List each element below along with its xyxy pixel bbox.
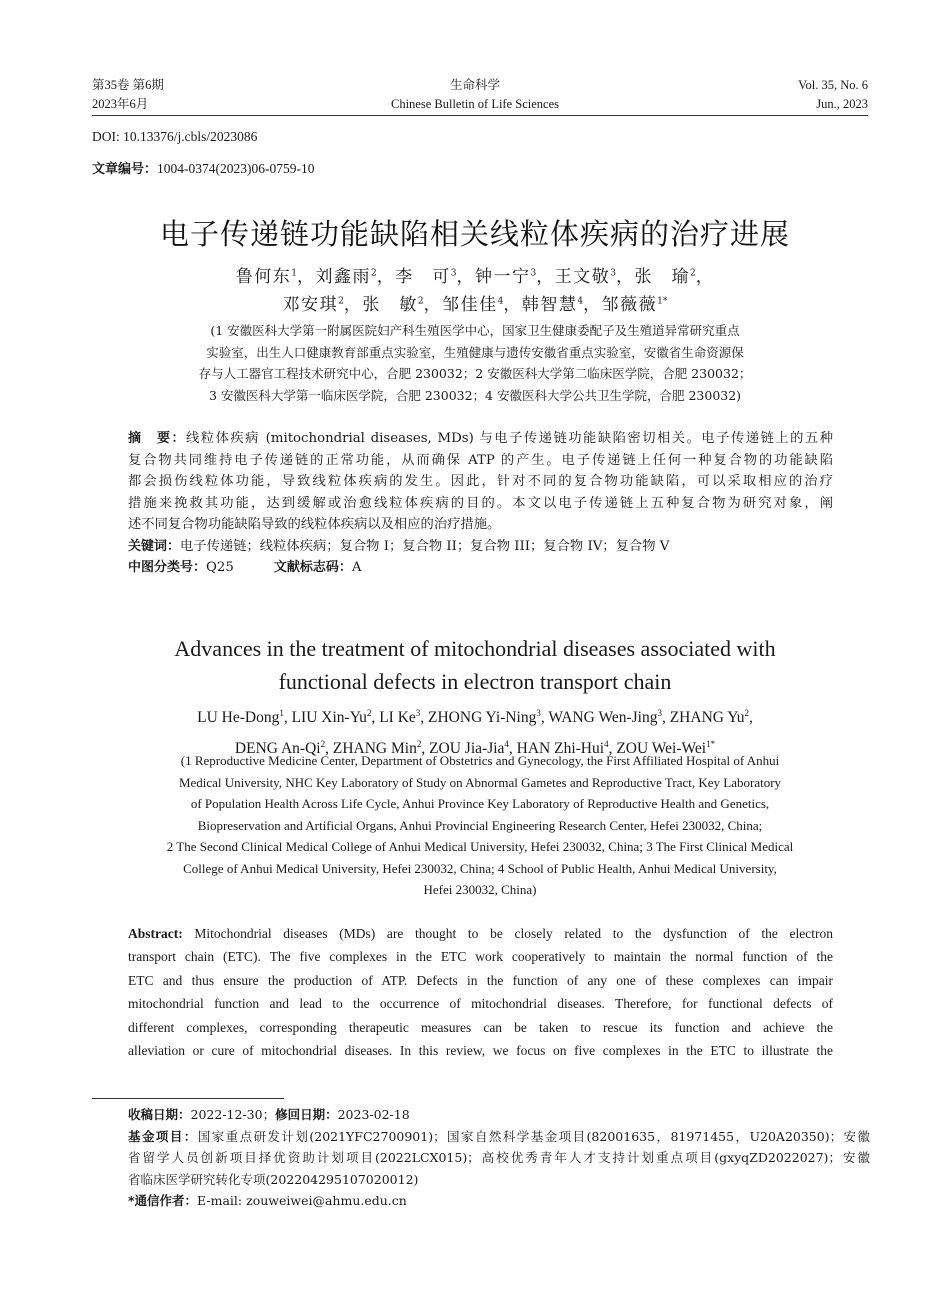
en-affiliation-line: Hefei 230032, China)	[423, 882, 537, 897]
author-name: 钟一宁	[475, 267, 531, 287]
revised-label: 修回日期：	[275, 1107, 338, 1122]
author-separator: ，	[376, 267, 396, 287]
doc-code-value: A	[351, 560, 362, 575]
author-affiliation-mark: 2	[320, 739, 326, 750]
author-name: 邹佳佳	[442, 295, 498, 315]
author-name: 王文敬	[554, 267, 611, 287]
corr-email: E-mail: zouweiwei@ahmu.edu.cn	[197, 1193, 407, 1208]
author-separator: ,	[661, 709, 670, 727]
zh-title: 电子传递链功能缺陷相关线粒体疾病的治疗进展	[159, 217, 790, 251]
en-title	[0, 632, 950, 698]
author-affiliation-mark: 1*	[657, 296, 668, 307]
header-date: 2023年6月	[92, 97, 149, 111]
author-name: ZOU Wei-Wei	[616, 740, 707, 758]
clc-value: Q25	[206, 560, 234, 575]
zh-affiliation-line: 3 安徽医科大学第一临床医学院，合肥 230032；4 安徽医科大学公共卫生学院，合肥 230032)	[208, 387, 742, 403]
en-affiliation-line: Biopreservation and Artificial Organs, Anhui Provincial Engineering Research Center, Hefei 230032, China;	[197, 817, 763, 833]
zh-abstract-text: 线粒体疾病 (mitochondrial diseases, MDs) 与电子传递链功能缺陷密切相关。电子传递链上的五种	[185, 431, 833, 446]
en-abstract-line: ETC and thus ensure the production of ATP. Defects in the function of any one of these complexes can impair	[128, 972, 833, 988]
en-authors-line1	[0, 700, 950, 731]
author-name: 张 瑜	[634, 267, 690, 287]
author-affiliation-mark: 4	[497, 296, 504, 307]
doi: DOI: 10.13376/j.cbls/2023086	[92, 129, 258, 144]
author-separator: ，	[695, 267, 715, 287]
en-abstract-line: alleviation or cure of mitochondrial diseases. In this review, we focus on five complexes in the ETC to illustrate the	[128, 1042, 833, 1058]
author-affiliation-mark: 2	[744, 708, 749, 718]
zh-authors-line2	[0, 290, 950, 315]
article-number-value: 1004-0374(2023)06-0759-10	[157, 161, 315, 176]
author-separator: ，	[536, 267, 555, 287]
author-name: HAN Zhi-Hui	[516, 740, 605, 758]
zh-keywords	[128, 536, 833, 558]
en-affiliation-line: College of Anhui Medical University, Hefei 230032, China; 4 School of Public Health, Anhui Medical University,	[183, 860, 777, 876]
en-abstract-label: Abstract:	[128, 926, 183, 941]
en-affiliation-line: 2 The Second Clinical Medical College of Anhui Medical University, Hefei 230032, China; 3 The First Clinical Medical	[166, 839, 794, 854]
en-abstract-line: mitochondrial function and lead to the occurrence of mitochondrial diseases. Therefore, for functional defects of	[128, 996, 833, 1012]
author-separator: ,	[608, 740, 617, 758]
zh-abstract-label: 摘 要：	[128, 431, 186, 446]
footnote-fund-line: 省临床医学研究转化专项(202204295107020012)	[128, 1171, 419, 1187]
fund-text: 国家重点研发计划(2021YFC2700901)；国家自然科学基金项目(82001635，81971455，U20A20350)；安徽	[197, 1128, 870, 1144]
en-affiliation-line: of Population Health Across Life Cycle, Anhui Province Key Laboratory of Reproductive Health and Genetics,	[190, 796, 770, 811]
author-name: DENG An-Qi	[234, 740, 321, 758]
author-affiliation-mark: 2	[416, 739, 422, 750]
author-affiliation-mark: 1*	[706, 739, 716, 750]
author-affiliation-mark: 3	[415, 708, 421, 718]
author-separator: ，	[583, 295, 602, 315]
en-abstract-line: different complexes, corresponding therapeutic measures can be taken to rescue its function and achieve the	[128, 1019, 833, 1035]
en-affiliation-line: Medical University, NHC Key Laboratory of Study on Abnormal Gametes and Reproductive Tract, Key Laboratory	[178, 774, 782, 790]
author-affiliation-mark: 3	[450, 268, 457, 279]
clc-label: 中图分类号：	[128, 560, 207, 575]
fund-label: 基金项目：	[128, 1128, 198, 1144]
author-affiliation-mark: 2	[417, 296, 424, 307]
author-name: LI Ke	[379, 709, 416, 727]
received-date: 2022-12-30；	[190, 1107, 276, 1122]
author-affiliation-mark: 1	[279, 708, 284, 718]
author-affiliation-mark: 3	[530, 268, 537, 279]
header-month-year: Jun., 2023	[816, 97, 868, 111]
author-name: 邓安琪	[282, 295, 339, 315]
author-separator: ,	[371, 709, 380, 727]
corr-label: *通信作者：	[128, 1193, 198, 1208]
zh-keywords-label: 关键词：	[128, 538, 181, 554]
author-name: ZHANG Min	[332, 740, 417, 758]
author-affiliation-mark: 2	[366, 708, 372, 718]
header-volume-en	[798, 76, 868, 114]
en-affiliation-line: (1 Reproductive Medicine Center, Department of Obstetrics and Gynecology, the First Affiliated Hospital of Anhui	[180, 753, 780, 768]
footnote-fund-line: 省留学人员创新项目择优资助计划项目(2022LCX015)；高校优秀青年人才支持计划重点项目(gxyqZD2022027)；安徽	[128, 1150, 870, 1165]
zh-affiliation-line: 实验室，出生人口健康教育部重点实验室，生殖健康与遗传安徽省重点实验室，安徽省生命资源保	[206, 344, 744, 360]
footnote-fund	[128, 1126, 870, 1148]
zh-abstract-line	[128, 428, 833, 450]
en-abstract-line: transport chain (ETC). The five complexes in the ETC work cooperatively to maintain the normal function of the	[128, 949, 833, 965]
author-name: WANG Wen-Jing	[548, 709, 658, 727]
en-title-line: functional defects in electron transport chain	[278, 669, 672, 694]
received-label: 收稿日期：	[128, 1107, 191, 1122]
author-name: ZOU Jia-Jia	[429, 740, 505, 758]
author-separator: ,	[325, 740, 333, 758]
zh-authors-line1	[0, 262, 950, 287]
zh-abstract	[128, 428, 833, 579]
author-name: 李 可	[395, 267, 451, 287]
header-journal-en: Chinese Bulletin of Life Sciences	[390, 97, 559, 111]
en-title-line: Advances in the treatment of mitochondrial diseases associated with	[174, 636, 776, 661]
author-name: 鲁何东	[235, 267, 292, 287]
author-affiliation-mark: 1	[291, 268, 298, 279]
author-separator: ，	[343, 295, 363, 315]
author-separator: ，	[423, 295, 443, 315]
author-name: 刘鑫雨	[315, 267, 372, 287]
footnote-rule	[92, 1098, 284, 1099]
zh-abstract-line: 都会损伤线粒体功能，导致线粒体疾病的发生。因此，针对不同的复合物功能缺陷，可以采取相应的治疗	[128, 474, 833, 489]
footnote-dates	[128, 1104, 870, 1126]
author-separator: ,	[420, 709, 429, 727]
revised-date: 2023-02-18	[337, 1107, 410, 1122]
author-name: 张 敏	[362, 295, 418, 315]
author-name: 韩智慧	[521, 295, 578, 315]
author-name: LU He-Dong	[197, 709, 280, 727]
author-affiliation-mark: 3	[657, 708, 662, 718]
article-number-label: 文章编号：	[92, 162, 158, 177]
header-journal-zh: 生命科学	[449, 78, 500, 92]
footnote-correspondence	[128, 1190, 870, 1212]
author-affiliation-mark: 2	[689, 268, 696, 279]
article-number	[92, 158, 315, 177]
zh-abstract-line: 措施来挽救其功能，达到缓解或治愈线粒体疾病的目的。本文以电子传递链上五种复合物为研究对象，阐	[128, 495, 833, 511]
author-separator: ,	[749, 709, 753, 727]
author-affiliation-mark: 3	[536, 708, 541, 718]
author-affiliation-mark: 2	[338, 296, 344, 307]
header-rule	[92, 115, 868, 116]
zh-classification	[128, 557, 833, 579]
author-separator: ,	[508, 740, 517, 758]
zh-keywords-text: 电子传递链；线粒体疾病；复合物 I；复合物 II；复合物 III；复合物 IV；复合物 V	[180, 538, 670, 554]
author-name: ZHONG Yi-Ning	[428, 709, 537, 727]
author-separator: ,	[540, 709, 549, 727]
author-affiliation-mark: 3	[610, 268, 616, 279]
en-affiliations	[100, 750, 860, 901]
author-affiliation-mark: 2	[371, 268, 377, 279]
zh-abstract-line: 述不同复合物功能缺陷导致的线粒体疾病以及相应的治疗措施。	[128, 517, 501, 532]
zh-abstract-line: 复合物共同维持电子传递链的正常功能，从而确保 ATP 的产生。电子传递链上任何一种复合物的功能缺陷	[128, 452, 833, 468]
author-affiliation-mark: 4	[577, 296, 584, 307]
author-name: LIU Xin-Yu	[291, 709, 367, 727]
zh-affiliation-line: (1 安徽医科大学第一附属医院妇产科生殖医学中心，国家卫生健康委配子及生殖道异常研究重点	[210, 323, 740, 338]
en-abstract-text: Mitochondrial diseases (MDs) are thought to be closely related to the dysfunction of the electron	[194, 926, 834, 941]
author-name: ZHANG Yu	[669, 709, 745, 727]
zh-affiliations	[150, 320, 800, 406]
author-name: 邹薇薇	[601, 295, 658, 315]
author-separator: ，	[615, 267, 635, 287]
header-vol-no: Vol. 35, No. 6	[798, 78, 868, 92]
author-separator: ,	[283, 709, 292, 727]
en-abstract	[128, 922, 833, 1062]
author-separator: ，	[297, 267, 316, 287]
footnote	[128, 1104, 870, 1212]
author-affiliation-mark: 4	[504, 739, 509, 750]
author-separator: ，	[503, 295, 522, 315]
author-separator: ，	[456, 267, 475, 287]
author-separator: ,	[421, 740, 430, 758]
author-affiliation-mark: 4	[604, 739, 609, 750]
en-abstract-line	[128, 922, 833, 945]
zh-affiliation-line: 存与人工器官工程技术研究中心，合肥 230032；2 安徽医科大学第二临床医学院，合肥 230032；	[198, 366, 752, 381]
header-volume: 第35卷 第6期	[92, 78, 164, 92]
doc-code-label: 文献标志码：	[273, 560, 352, 575]
